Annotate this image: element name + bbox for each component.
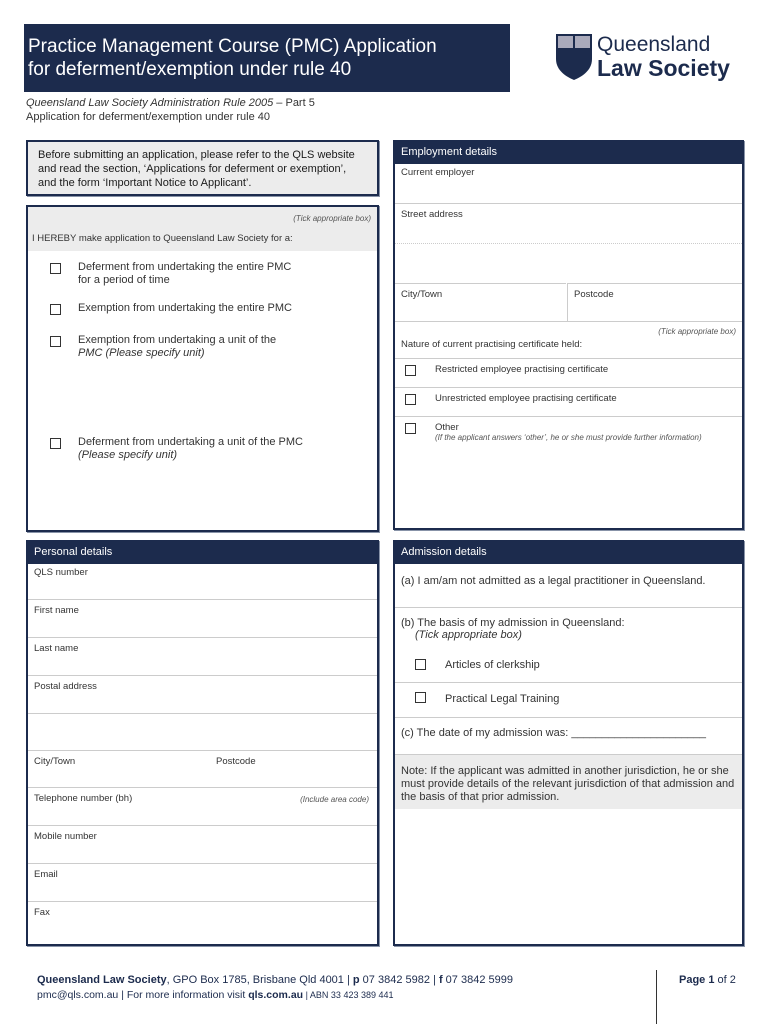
application-box (26, 205, 379, 532)
application-header (28, 207, 377, 251)
logo-text-queensland: Queensland (597, 33, 711, 56)
rule-reference (26, 97, 315, 109)
postcode-field[interactable]: Postcode (567, 283, 742, 321)
current-employer-field[interactable]: Current employer (401, 167, 475, 178)
footer-line2: pmc@qls.com.au | For more information visit qls.com.au | ABN 33 423 389 441 (37, 989, 394, 1001)
option-label: Exemption from undertaking the entire PMC (78, 302, 292, 314)
other-option[interactable]: Other (If the applicant answers ‘other’, he or she must provide further information) (395, 416, 742, 456)
rule-part: – Part 5 (273, 97, 315, 109)
option-label: Deferment from undertaking the entire PMC for a period of time (78, 261, 292, 286)
option-label: Exemption from undertaking a unit of the PMC (Please specify unit) (78, 334, 277, 359)
city-field[interactable]: City/Town (395, 283, 566, 321)
admission-header: Admission details (395, 542, 742, 564)
tick-note: (Tick appropriate box) (293, 214, 371, 223)
unrestricted-option[interactable]: Unrestricted employee practising certificate (395, 387, 742, 416)
plt-option[interactable]: Practical Legal Training (395, 682, 742, 717)
articles-option[interactable]: Articles of clerkship (395, 647, 742, 682)
restricted-option[interactable]: Restricted employee practising certificate (395, 358, 742, 387)
first-name-field[interactable]: First name (28, 599, 377, 637)
employment-header: Employment details (395, 142, 742, 164)
notice-box: Before submitting an application, please refer to the QLS website and read the section, ‘Applications for deferment or exemption’, and the form ‘Important Notice to Applicant’. (26, 140, 379, 196)
personal-header: Personal details (28, 542, 377, 564)
email-field[interactable]: Email (28, 863, 377, 901)
telephone-field[interactable]: Telephone number (bh) (Include area code) (28, 787, 377, 825)
application-intro: I HEREBY make application to Queensland Law Society for a: (32, 233, 293, 244)
title-banner (24, 24, 510, 92)
employment-box (393, 140, 744, 530)
page-title-line2: for deferment/exemption under rule 40 (28, 59, 352, 80)
option-checkbox[interactable] (50, 438, 61, 449)
logo-text-law-society: Law Society (597, 55, 730, 81)
subtitle: Application for deferment/exemption under rule 40 (26, 111, 270, 123)
postal-address-line2[interactable] (28, 713, 377, 750)
footer-divider (656, 970, 657, 1024)
page-title-line1: Practice Management Course (PMC) Application (28, 36, 437, 57)
option-checkbox[interactable] (50, 263, 61, 274)
admission-note: Note: If the applicant was admitted in another jurisdiction, he or she must provide details of the relevant jurisdiction of that admission and the basis of that prior admission. (395, 754, 742, 809)
option-checkbox[interactable] (50, 336, 61, 347)
rule-name: Queensland Law Society Administration Rule 2005 (26, 97, 274, 109)
city-postcode-field[interactable]: City/Town Postcode (28, 750, 377, 787)
admission-b: (b) The basis of my admission in Queensland: (Tick appropriate box) (395, 607, 742, 647)
footer-line1: Queensland Law Society, GPO Box 1785, Brisbane Qld 4001 | p 07 3842 5982 | f 07 3842 5999 (37, 974, 513, 986)
option-label: Deferment from undertaking a unit of the PMC (Please specify unit) (78, 436, 303, 461)
admission-box (393, 540, 744, 946)
footer-email[interactable]: pmc@qls.com.au (37, 989, 119, 1001)
last-name-field[interactable]: Last name (28, 637, 377, 675)
fax-field[interactable]: Fax (28, 901, 377, 944)
footer-site-link[interactable]: qls.com.au (248, 989, 304, 1001)
page-number: Page 1 of 2 (679, 974, 736, 986)
mobile-field[interactable]: Mobile number (28, 825, 377, 863)
option-checkbox[interactable] (50, 304, 61, 315)
street-address-line2[interactable] (395, 243, 742, 283)
personal-box (26, 540, 379, 946)
postal-address-field[interactable]: Postal address (28, 675, 377, 713)
shield-crest-icon (555, 33, 593, 81)
admission-date-field[interactable]: (c) The date of my admission was: ______________________ (395, 717, 742, 754)
qls-number-field[interactable]: QLS number (34, 567, 88, 578)
street-address-field[interactable]: Street address (395, 203, 742, 283)
admission-a[interactable]: (a) I am/am not admitted as a legal practitioner in Queensland. (401, 575, 706, 587)
nature-label: (Tick appropriate box) Nature of current practising certificate held: (395, 321, 742, 358)
qls-logo (555, 33, 755, 83)
